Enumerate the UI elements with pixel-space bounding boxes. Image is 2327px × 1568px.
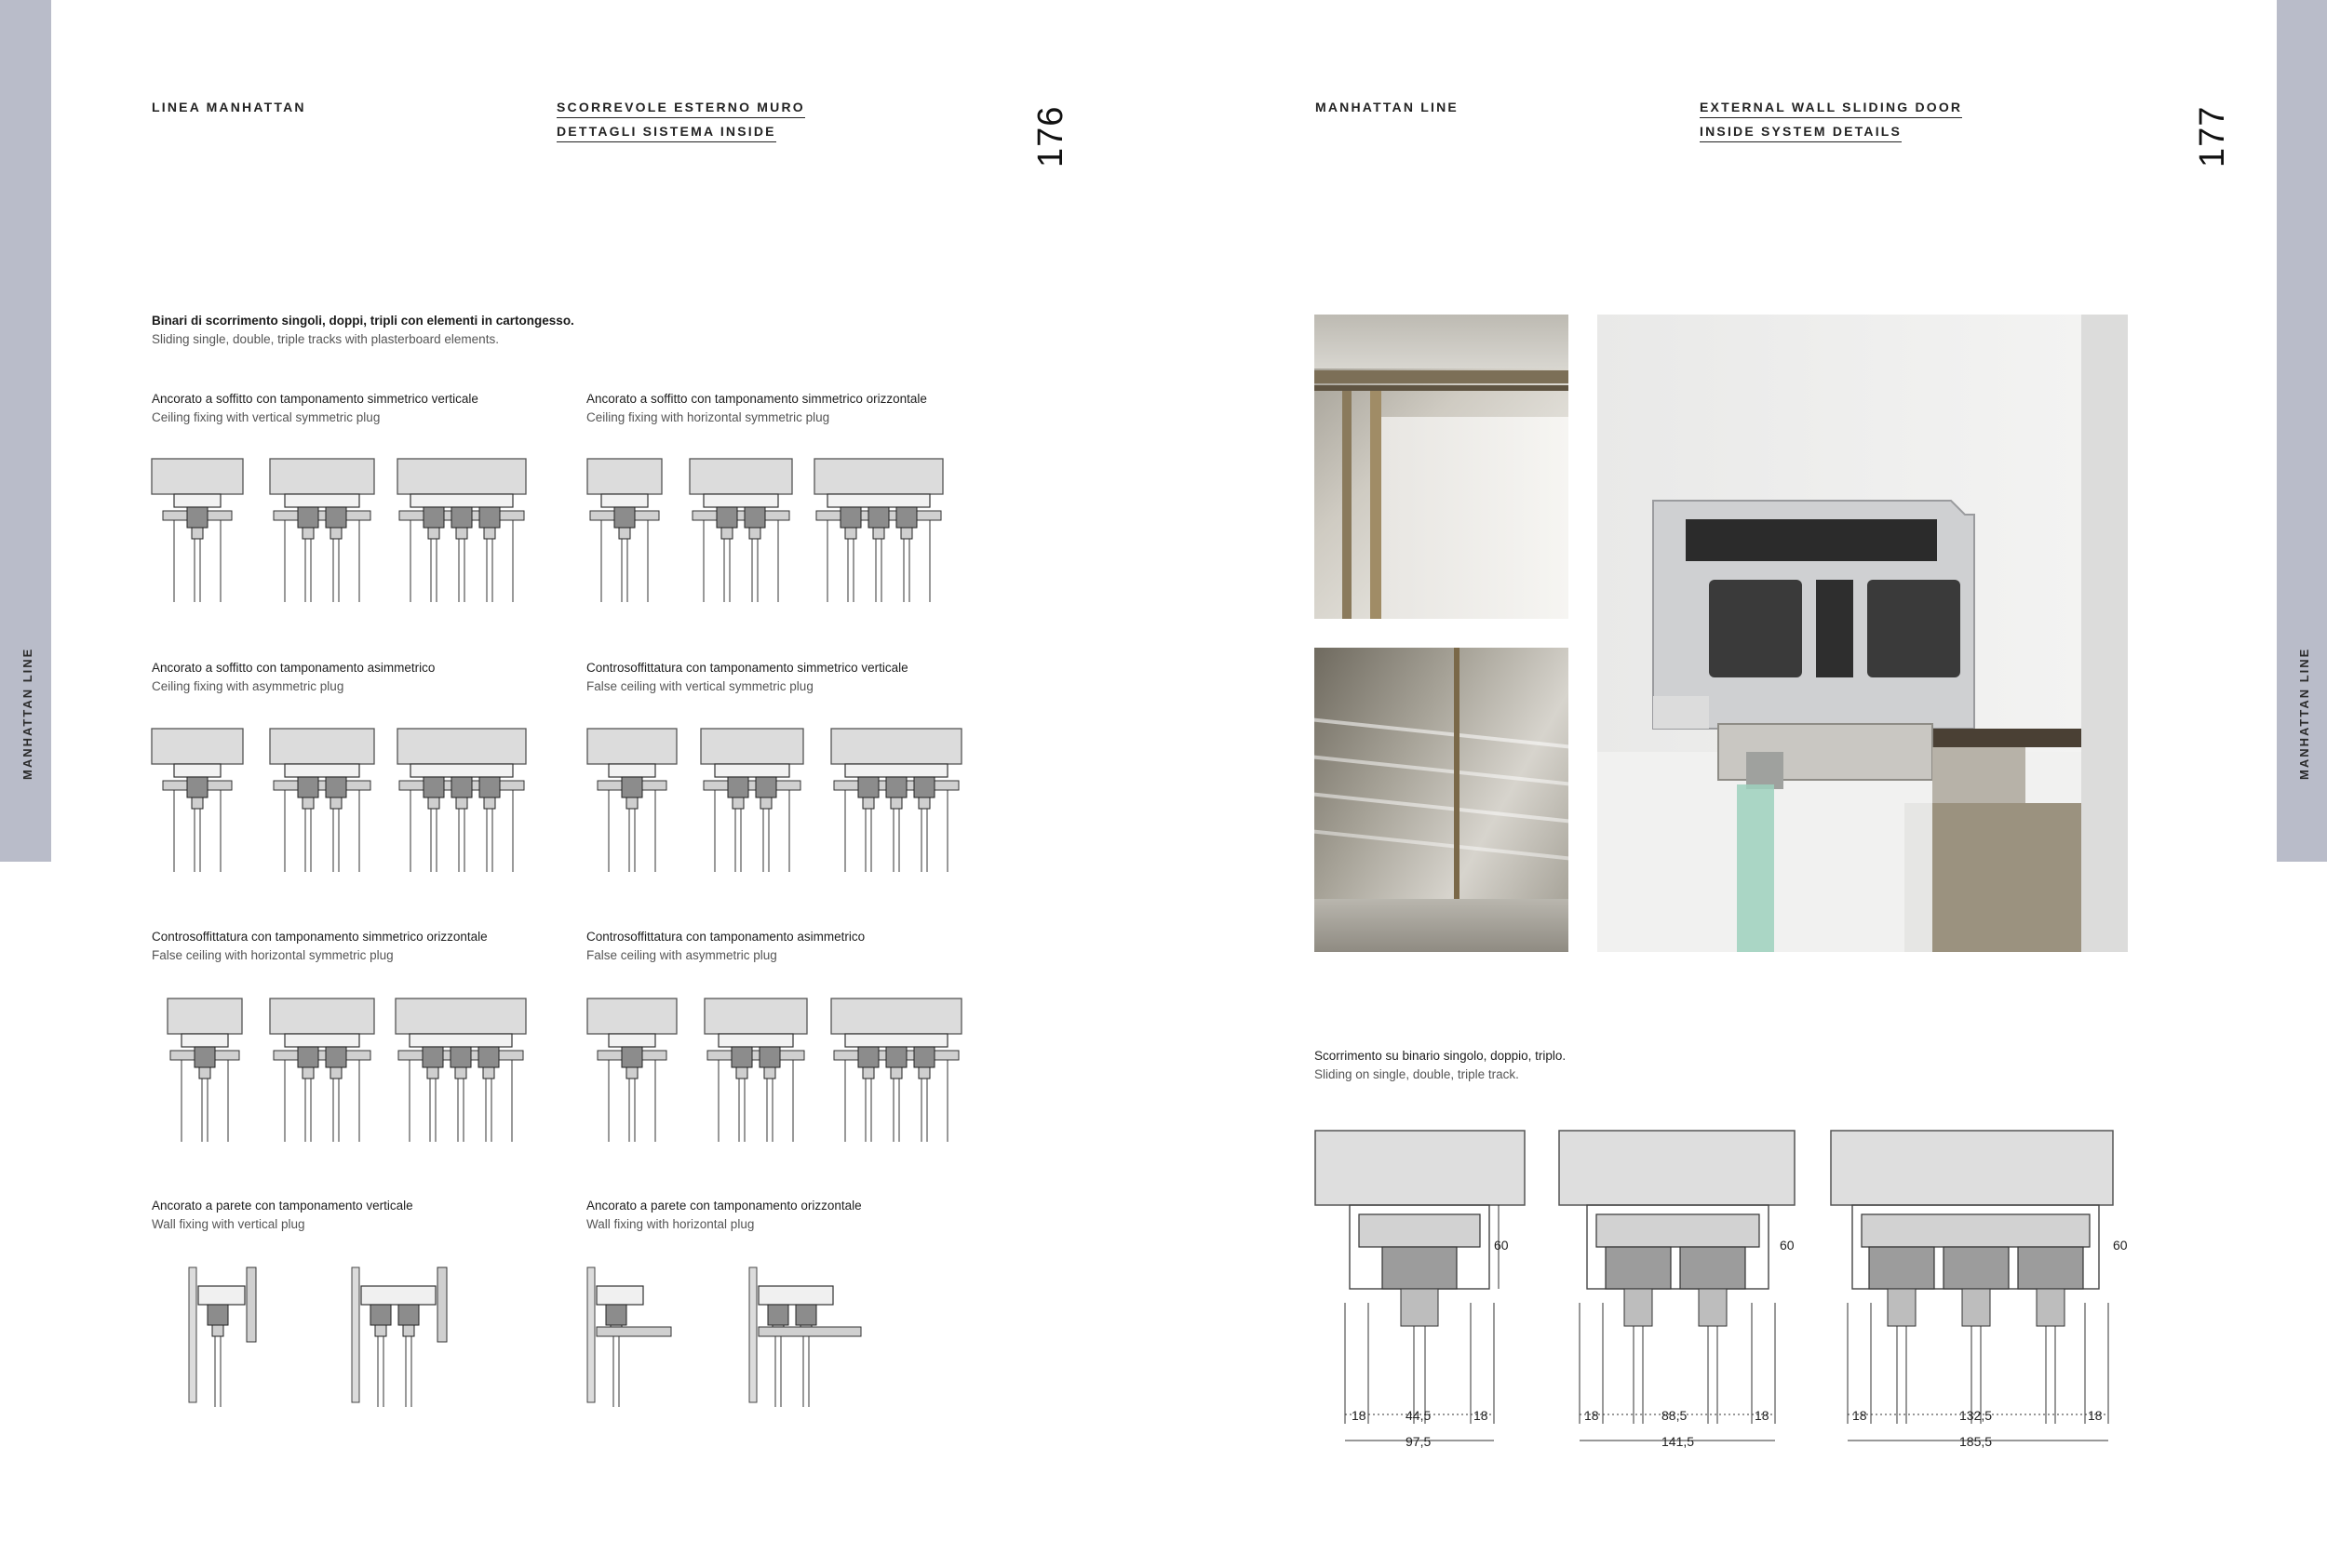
- glass-clamp: [901, 528, 912, 539]
- track-base: [274, 781, 370, 790]
- plug-horizontal: [597, 1327, 671, 1336]
- intro-text: Sliding single, double, triple tracks with plasterboard elements.: [152, 332, 499, 346]
- glass-clamp: [456, 528, 467, 539]
- track-bracket: [827, 494, 930, 507]
- ceiling-block: [397, 729, 526, 764]
- right-caption-text: Sliding on single, double, triple track.: [1314, 1067, 1519, 1081]
- carriage: [717, 507, 737, 528]
- ceiling-block: [814, 459, 943, 494]
- photo-profile-section: [1597, 315, 2128, 952]
- glass-clamp: [863, 797, 874, 809]
- dim-total: 185,5: [1959, 1434, 1993, 1449]
- wall-plate: [749, 1267, 757, 1402]
- carriage: [298, 507, 318, 528]
- carriage: [187, 777, 208, 797]
- ceiling-block: [152, 459, 243, 494]
- right-header-title-1: EXTERNAL WALL SLIDING DOOR: [1700, 100, 1962, 118]
- dim-inner: 132,5: [1959, 1408, 1993, 1423]
- glass-clamp: [736, 1067, 747, 1079]
- ceiling-block: [152, 729, 243, 764]
- track-bracket: [715, 764, 789, 777]
- glass-clamp: [427, 1067, 438, 1079]
- glass-clamp: [891, 797, 902, 809]
- height-dim: 60: [2113, 1238, 2128, 1253]
- left-header-line: LINEA MANHATTAN: [152, 100, 306, 114]
- glass-clamp: [199, 1067, 210, 1079]
- caption-it: Ancorato a soffitto con tamponamento simmetrico orizzontale: [586, 392, 927, 406]
- plug-horizontal: [759, 1327, 861, 1336]
- carriage: [858, 777, 879, 797]
- right-header-line: MANHATTAN LINE: [1315, 100, 1459, 114]
- caption-en: Wall fixing with horizontal plug: [586, 1217, 755, 1231]
- track-bracket: [182, 1034, 228, 1047]
- glass-clamp: [764, 1067, 775, 1079]
- glass-clamp: [192, 528, 203, 539]
- triple-track-drawing: [1831, 1131, 2128, 1449]
- left-header-title-2: DETTAGLI SISTEMA INSIDE: [557, 124, 776, 142]
- glass-clamp: [303, 797, 314, 809]
- caption-it: Ancorato a parete con tamponamento verticale: [152, 1199, 413, 1213]
- photo-sliding-door-top: [1314, 315, 1568, 619]
- carriage: [479, 507, 500, 528]
- track-bracket: [410, 1034, 512, 1047]
- left-header-title-1: SCORREVOLE ESTERNO MURO: [557, 100, 805, 118]
- carriage: [195, 1047, 215, 1067]
- track-bracket: [719, 1034, 793, 1047]
- dim-total: 141,5: [1661, 1434, 1695, 1449]
- ceiling-block: [831, 998, 962, 1034]
- track-bracket: [704, 494, 778, 507]
- dim-side-left: 18: [1584, 1408, 1599, 1423]
- carriage: [451, 1047, 471, 1067]
- track-bracket: [597, 1286, 643, 1305]
- wall-plate: [587, 1267, 595, 1402]
- track-base: [704, 781, 800, 790]
- double-track-drawing: [1559, 1131, 1795, 1449]
- carriage: [326, 1047, 346, 1067]
- glass-clamp: [626, 1067, 638, 1079]
- caption-it: Controsoffittatura con tamponamento simmetrico verticale: [586, 661, 908, 675]
- carriage: [760, 1047, 780, 1067]
- ceiling-block: [705, 998, 807, 1034]
- caption-en: False ceiling with horizontal symmetric plug: [152, 948, 394, 962]
- left-page-number: 176: [1031, 105, 1070, 168]
- photo-sliding-door-bottom: [1314, 648, 1568, 952]
- caption-en: Ceiling fixing with vertical symmetric plug: [152, 410, 381, 424]
- ceiling-block: [270, 729, 374, 764]
- track-base: [693, 511, 789, 520]
- right-header-title-2: INSIDE SYSTEM DETAILS: [1700, 124, 1902, 142]
- carriage: [858, 1047, 879, 1067]
- carriage: [298, 777, 318, 797]
- caption-it: Ancorato a soffitto con tamponamento asimmetrico: [152, 661, 436, 675]
- glass-clamp: [330, 1067, 342, 1079]
- carriage: [868, 507, 889, 528]
- carriage: [614, 507, 635, 528]
- dim-inner: 88,5: [1661, 1408, 1688, 1423]
- carriage: [451, 777, 472, 797]
- caption-en: Wall fixing with vertical plug: [152, 1217, 305, 1231]
- carriage: [326, 777, 346, 797]
- ceiling-block: [168, 998, 242, 1034]
- ceiling-block: [701, 729, 803, 764]
- track-bracket: [174, 764, 221, 777]
- carriage: [622, 1047, 642, 1067]
- right-caption: [1314, 1049, 1566, 1081]
- caption-it: Ancorato a soffitto con tamponamento simmetrico verticale: [152, 392, 478, 406]
- carriage: [768, 1305, 788, 1325]
- height-dim: 60: [1494, 1238, 1509, 1253]
- carriage: [756, 777, 776, 797]
- carriage: [187, 507, 208, 528]
- dim-side-left: 18: [1352, 1408, 1366, 1423]
- track-bracket: [609, 1034, 655, 1047]
- dim-side-right: 18: [2088, 1408, 2103, 1423]
- ceiling-block: [397, 459, 526, 494]
- glass-clamp: [212, 1325, 223, 1336]
- carriage: [914, 1047, 935, 1067]
- intro-bold: Binari di scorrimento singoli, doppi, tripli con elementi in cartongesso.: [152, 314, 574, 328]
- carriage: [479, 777, 500, 797]
- glass-clamp: [733, 797, 744, 809]
- carriage: [896, 507, 917, 528]
- caption-it: Ancorato a parete con tamponamento orizzontale: [586, 1199, 862, 1213]
- glass-clamp: [375, 1325, 386, 1336]
- track-bracket: [845, 1034, 948, 1047]
- caption-en: False ceiling with asymmetric plug: [586, 948, 777, 962]
- track-bracket: [285, 494, 359, 507]
- right-side-label: MANHATTAN LINE: [2297, 647, 2311, 780]
- glass-clamp: [619, 528, 630, 539]
- ceiling-block: [587, 729, 677, 764]
- carriage: [298, 1047, 318, 1067]
- carriage: [424, 777, 444, 797]
- track-bracket: [609, 764, 655, 777]
- carriage: [370, 1305, 391, 1325]
- ceiling-block: [396, 998, 526, 1034]
- glass-clamp: [428, 797, 439, 809]
- track-base: [274, 511, 370, 520]
- right-caption-bold: Scorrimento su binario singolo, doppio, triplo.: [1314, 1049, 1567, 1063]
- carriage: [451, 507, 472, 528]
- carriage: [886, 1047, 907, 1067]
- ceiling-block: [270, 459, 374, 494]
- wall-plate: [352, 1267, 359, 1402]
- carriage: [423, 1047, 443, 1067]
- height-dim: 60: [1780, 1238, 1795, 1253]
- ceiling-block: [587, 459, 662, 494]
- glass-clamp: [760, 797, 772, 809]
- single-track-drawing: [1315, 1131, 1525, 1449]
- glass-clamp: [891, 1067, 902, 1079]
- plug-vertical: [437, 1267, 447, 1342]
- dim-side-left: 18: [1852, 1408, 1867, 1423]
- carriage: [326, 507, 346, 528]
- glass-clamp: [403, 1325, 414, 1336]
- dimensioned-drawings: [1303, 1117, 2178, 1470]
- track-base: [707, 1051, 804, 1060]
- caption-en: Ceiling fixing with horizontal symmetric plug: [586, 410, 830, 424]
- glass-clamp: [483, 1067, 494, 1079]
- track-base: [274, 1051, 370, 1060]
- profile-section-drawing: [1597, 315, 2128, 952]
- track-bracket: [285, 1034, 359, 1047]
- glass-clamp: [456, 797, 467, 809]
- caption-en: Ceiling fixing with asymmetric plug: [152, 679, 344, 693]
- carriage: [914, 777, 935, 797]
- glass-clamp: [721, 528, 733, 539]
- track-bracket: [198, 1286, 245, 1305]
- glass-clamp: [303, 528, 314, 539]
- glass-clamp: [330, 797, 342, 809]
- glass-clamp: [330, 528, 342, 539]
- right-page-number: 177: [2193, 105, 2232, 168]
- carriage: [796, 1305, 816, 1325]
- dim-total: 97,5: [1406, 1434, 1432, 1449]
- ceiling-block: [587, 998, 677, 1034]
- carriage: [732, 1047, 752, 1067]
- track-bracket: [410, 494, 513, 507]
- carriage: [208, 1305, 228, 1325]
- carriage: [424, 507, 444, 528]
- ceiling-block: [270, 998, 374, 1034]
- track-bracket: [759, 1286, 833, 1305]
- carriage: [745, 507, 765, 528]
- glass-clamp: [428, 528, 439, 539]
- glass-clamp: [626, 797, 638, 809]
- track-bracket: [845, 764, 948, 777]
- track-bracket: [285, 764, 359, 777]
- track-bracket: [410, 764, 513, 777]
- dim-side-right: 18: [1755, 1408, 1769, 1423]
- glass-clamp: [455, 1067, 466, 1079]
- carriage: [398, 1305, 419, 1325]
- wall-plate: [189, 1267, 196, 1402]
- caption-it: Controsoffittatura con tamponamento asimmetrico: [586, 930, 866, 944]
- carriage: [478, 1047, 499, 1067]
- dim-side-right: 18: [1473, 1408, 1488, 1423]
- carriage: [728, 777, 748, 797]
- track-bracket: [361, 1286, 436, 1305]
- glass-clamp: [873, 528, 884, 539]
- caption-it: Controsoffittatura con tamponamento simmetrico orizzontale: [152, 930, 488, 944]
- left-side-label: MANHATTAN LINE: [20, 647, 34, 780]
- plug-vertical: [247, 1267, 256, 1342]
- glass-clamp: [192, 797, 203, 809]
- caption-en: False ceiling with vertical symmetric plug: [586, 679, 814, 693]
- glass-clamp: [303, 1067, 314, 1079]
- carriage: [886, 777, 907, 797]
- ceiling-block: [690, 459, 792, 494]
- glass-clamp: [484, 797, 495, 809]
- track-bracket: [601, 494, 648, 507]
- glass-clamp: [845, 528, 856, 539]
- glass-clamp: [919, 1067, 930, 1079]
- carriage: [606, 1305, 626, 1325]
- glass-clamp: [863, 1067, 874, 1079]
- dim-inner: 44,5: [1406, 1408, 1432, 1423]
- ceiling-block: [831, 729, 962, 764]
- glass-clamp: [484, 528, 495, 539]
- glass-clamp: [919, 797, 930, 809]
- carriage: [622, 777, 642, 797]
- glass-clamp: [749, 528, 760, 539]
- track-bracket: [174, 494, 221, 507]
- carriage: [841, 507, 861, 528]
